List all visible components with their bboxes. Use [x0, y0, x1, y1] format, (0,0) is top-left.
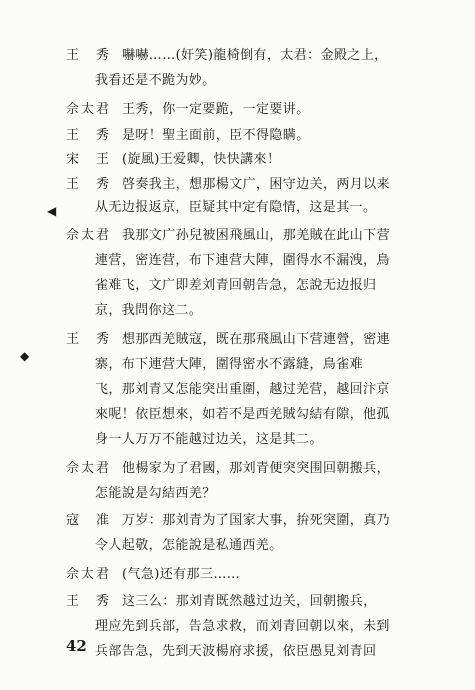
speaker-label: 佘太君 [66, 461, 112, 476]
dialogue-line: (气急)还有那三…… [122, 567, 241, 582]
speaker-label: 佘太君 [66, 567, 112, 582]
speaker-label: 佘太君 [66, 228, 112, 243]
speaker-label: 王 秀 [66, 177, 112, 192]
dialogue-line: 我那文广孙兒被困飛風山，那羌賊在此山下营 [122, 228, 391, 243]
speaker-label: 王 秀 [66, 332, 112, 347]
dialogue-line: 兵部告急，先到天波楊府求援，依臣愚見刘青回 [95, 644, 377, 659]
dialogue-line: 想那西羌賊寇，既在那飛風山下营連營，密連 [122, 332, 391, 347]
speaker-label: 寇 准 [66, 513, 112, 528]
dialogue-line: 理应先到兵部，告急求救，而刘青回朝以來，未到 [95, 619, 390, 634]
dialogue-line: 嚇嚇……(奸笑)龍椅倒有，太君：金殿之上， [122, 48, 388, 63]
dialogue-line: 万岁：那刘青为了国家大事，拚死突圍，真乃 [122, 513, 391, 528]
page-number: 42 [66, 637, 87, 655]
dialogue-line: 飞，那刘青又怎能突出重圍，越过羌营，越回汴京 [95, 382, 390, 397]
dialogue-line: 是呀！聖主面前，臣不得隐瞒。 [122, 128, 310, 143]
speaker-label: 佘太君 [66, 102, 112, 117]
dialogue-line: 來呢！依臣想來，如若不是西羌賊勾結有隙，他孤 [95, 407, 390, 422]
speaker-label: 王 秀 [66, 594, 112, 609]
dialogue-line: 他楊家为了君國，那刘青便突突围回朝搬兵， [122, 461, 391, 476]
dialogue-line: 身一人万万不能越过边关，这是其二。 [95, 432, 323, 447]
left-margin-mark: ◀ [47, 204, 57, 218]
dialogue-line: 連营，密连营，布下連营大陣，圍得水不漏洩，鳥 [95, 253, 390, 268]
dialogue-line: 怎能說是勾結西羌？ [95, 486, 216, 501]
dialogue-line: 我看还是不跪为妙。 [95, 73, 216, 88]
dialogue-line: 京，我問你这二。 [95, 303, 203, 318]
dialogue-line: 这三么：那刘青既然越过边关，回朝搬兵， [122, 594, 377, 609]
left-margin-mark: ◆ [20, 349, 30, 363]
dialogue-line: 雀难飞，文广即差刘青回朝告急，怎說无边报归 [95, 278, 377, 293]
speaker-label: 宋 王 [66, 152, 112, 167]
dialogue-line: 王秀，你一定要跪，一定要讲。 [122, 102, 310, 117]
dialogue-line: 啓奏我主，想那楊文广，困守边关，两月以来 [122, 177, 391, 192]
speaker-label: 王 秀 [66, 128, 112, 143]
dialogue-line: 从无边报返京，臣疑其中定有隐情，这是其一。 [95, 200, 377, 215]
dialogue-line: (旋風)王爱卿，快快講來！ [122, 152, 281, 167]
speaker-label: 王 秀 [66, 48, 112, 63]
dialogue-line: 令人起敬，怎能說是私通西羌。 [95, 538, 283, 553]
dialogue-line: 寨，布下連营大陣，圍得密水不露縫，鳥雀难 [95, 357, 364, 372]
